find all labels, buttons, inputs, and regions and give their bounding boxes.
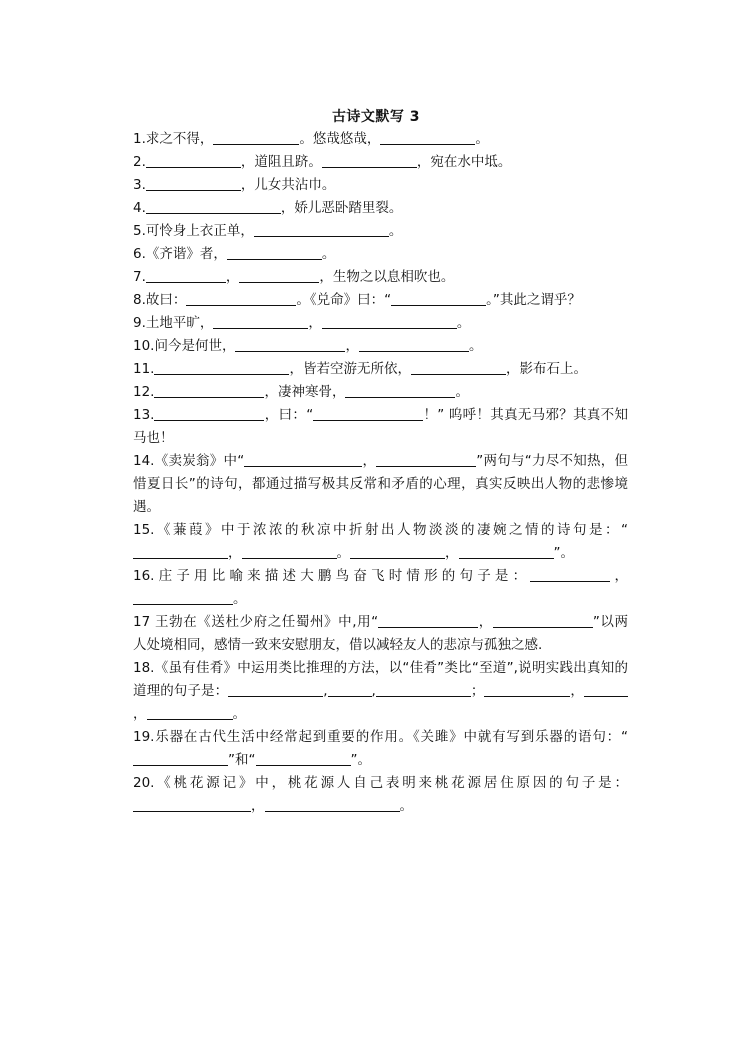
question-11 [133,358,628,381]
question-text: 。 [233,591,247,607]
question-text: ， [228,545,242,561]
question-text: 8.故曰： [133,292,187,308]
question-text: 16.庄子用比喻来描述大鹏鸟奋飞时情形的句子是： [133,568,531,584]
question-text: 14.《卖炭翁》中“ [133,453,245,469]
answer-blank[interactable] [133,796,251,812]
answer-blank[interactable] [313,405,423,421]
page-title: 古诗文默写 3 [331,109,421,125]
question-text: 。 [399,798,413,814]
question-text: ”。 [553,545,574,561]
question-text: 5.可怜身上衣正单， [133,223,254,239]
question-text: 。 [232,706,246,722]
question-text: ，凄神寒骨， [264,384,346,400]
question-text: 6.《齐谐》者， [133,246,227,262]
question-text: 1.求之不得， [133,131,214,147]
answer-blank[interactable] [345,382,455,398]
question-text: 。 [321,246,336,262]
question-text: ”两句与“力尽不知热，但惜夏日长”的诗句，都通过描写极其反常和矛盾的心理，真实反映出人物的悲惨境遇。 [133,453,629,515]
question-text: ， [445,545,459,561]
question-text: ， [478,614,493,630]
answer-blank[interactable] [242,543,337,559]
question-5 [133,220,628,243]
question-13 [133,404,628,450]
question-text: 。 [475,131,489,147]
question-2 [133,151,628,174]
answer-blank[interactable] [328,681,372,697]
answer-blank[interactable] [133,589,233,605]
answer-blank[interactable] [584,681,628,697]
question-text: 2. [133,154,146,170]
answer-blank[interactable] [154,359,289,375]
question-text: ”以两人处境相同，感情一致来安慰朋友，借以减轻友人的悲凉与孤独之感. [133,614,629,653]
question-text: 3. [133,177,146,193]
answer-blank[interactable] [380,129,475,145]
question-text: ，宛在水中坻。 [416,154,512,170]
question-text: ， [133,706,147,722]
answer-blank[interactable] [378,612,478,628]
question-1 [133,128,628,151]
answer-blank[interactable] [147,704,233,720]
answer-blank[interactable] [186,290,296,306]
answer-blank[interactable] [146,267,226,283]
answer-blank[interactable] [376,681,471,697]
question-text: ， [362,453,377,469]
question-text: ， [225,269,240,285]
question-text: , [323,683,328,699]
question-text: 。 [468,338,483,354]
answer-blank[interactable] [146,175,241,191]
question-text: 。 [456,315,471,331]
answer-blank[interactable] [459,543,554,559]
answer-blank[interactable] [213,129,299,145]
question-text: 15.《蒹葭》中于浓浓的秋凉中折射出人物淡淡的凄婉之情的诗句是：“ [133,522,628,538]
question-7 [133,266,628,289]
question-20 [133,772,628,818]
question-text: 17 王勃在《送杜少府之任蜀州》中,用“ [133,614,379,630]
question-text: 10.问今是何世， [133,338,236,354]
question-text: 18.《虽有佳肴》中运用类比推理的方法，以“佳肴”类比“至道”,说明实践出真知的道理的句子是： [133,660,628,699]
answer-blank[interactable] [391,290,486,306]
question-list [133,128,628,818]
question-6 [133,243,628,266]
question-19 [133,726,628,772]
question-text: 。 [336,545,350,561]
answer-blank[interactable] [376,451,476,467]
answer-blank[interactable] [411,359,506,375]
answer-blank[interactable] [254,221,389,237]
answer-blank[interactable] [235,336,345,352]
question-text: 7. [133,269,146,285]
answer-blank[interactable] [154,382,264,398]
question-text: ”和“ [228,752,256,768]
question-10 [133,335,628,358]
question-text: ， [570,683,585,699]
answer-blank[interactable] [359,336,469,352]
answer-blank[interactable] [228,681,323,697]
answer-blank[interactable] [239,267,319,283]
question-text: ，曰：“ [264,407,314,423]
question-text: 4. [133,200,146,216]
question-8 [133,289,628,312]
question-text: ； [470,683,485,699]
answer-blank[interactable] [244,451,362,467]
answer-blank[interactable] [146,198,281,214]
answer-blank[interactable] [350,543,445,559]
question-text: ，影布石上。 [505,361,587,377]
answer-blank[interactable] [133,750,228,766]
answer-blank[interactable] [322,152,417,168]
question-text: ，道阻且跻。 [240,154,322,170]
question-text: ”。 [350,752,371,768]
question-14 [133,450,628,519]
answer-blank[interactable] [484,681,570,697]
question-9 [133,312,628,335]
question-text: 。 [455,384,469,400]
question-text: ，皆若空游无所依， [289,361,411,377]
question-4 [133,197,628,220]
question-text: 20.《桃花源记》中，桃花源人自己表明来桃花源居住原因的句子是： [133,775,628,791]
question-text: 13. [133,407,155,423]
question-17 [133,611,628,657]
question-text: 。悠哉悠哉， [299,131,381,147]
question-12 [133,381,628,404]
question-18 [133,657,628,726]
question-text: ，儿女共沾巾。 [240,177,336,193]
answer-blank[interactable] [493,612,593,628]
question-text: ， [251,798,265,814]
question-text: ， [610,568,628,584]
question-text: ， [345,338,359,354]
answer-blank[interactable] [213,313,308,329]
question-text: ，娇儿恶卧踏里裂。 [280,200,403,216]
answer-blank[interactable] [322,313,457,329]
answer-blank[interactable] [265,796,400,812]
question-text: 。《兑命》曰：“ [296,292,392,308]
answer-blank[interactable] [227,244,322,260]
answer-blank[interactable] [154,405,264,421]
question-text: 。”其此之谓乎？ [486,292,581,308]
answer-blank[interactable] [133,543,228,559]
question-text: , [371,683,376,699]
question-text: ！” 呜呼！其真无马邪？其真不知马也！ [133,407,628,446]
answer-blank[interactable] [146,152,241,168]
answer-blank[interactable] [530,566,610,582]
question-text: ，生物之以息相吹也。 [319,269,455,285]
question-text: 11. [133,361,155,377]
question-text: 19.乐器在古代生活中经常起到重要的作用。《关雎》中就有写到乐器的语句：“ [133,729,628,745]
question-16 [133,565,628,611]
question-text: ， [308,315,322,331]
answer-blank[interactable] [256,750,351,766]
question-text: 12. [133,384,155,400]
question-text: 9.土地平旷， [133,315,214,331]
question-3 [133,174,628,197]
question-15 [133,519,628,565]
question-text: 。 [388,223,403,239]
